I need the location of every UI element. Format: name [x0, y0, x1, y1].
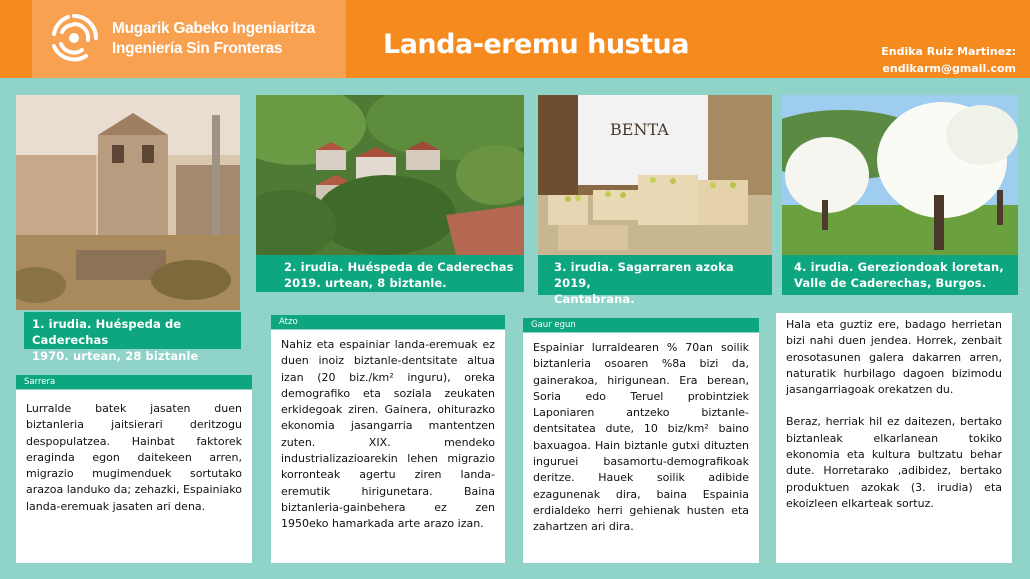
section-text-atzo	[271, 330, 505, 563]
caption-line: 3. irudia. Sagarraren azoka 2019,	[554, 260, 734, 290]
section-text-sarrera	[16, 390, 252, 563]
author-name: Endika Ruiz Martinez:	[881, 45, 1016, 58]
caption-figure-4	[782, 255, 1018, 295]
author-email: endikarm@gmail.com	[882, 62, 1016, 75]
paragraph: Espainiar lurraldearen % 70an soilik biztanleria osoaren %8a bizi da, gainerakoa, hirigunean. Era berean, Soria edo Teruel probintziek Laponiaren antzeko biztanle-dentsitatea dute, 10 biz/km² baino baxuagoa. Hain biztanle gutxi dituzten inguruei basamortu-demografikoak deritze. Hauek soilik adibide ezagunenak dira, baina Espainia erdialdeko herri gehienak husten eta zahartzen ari dira.	[533, 341, 749, 534]
caption-line: 2. irudia. Huéspeda de Caderechas	[284, 260, 514, 274]
header-bar	[0, 0, 1030, 78]
section-text-gaur-egun	[523, 333, 759, 563]
photo-cherry-blossoms	[782, 95, 1018, 255]
caption-line: 4. irudia. Gereziondoak loretan,	[794, 260, 1004, 274]
logo-text-spanish: Ingeniería Sin Fronteras	[112, 40, 283, 57]
paragraph: Beraz, herriak hil ez daitezen, bertako biztanleak elkarlanean tokiko ekonomia eta kultura bultzatu behar dute. Horretarako ,adibidez, bertako produktuen azokak (3. irudia) eta ekoizleen elkarteak sortuz.	[786, 415, 1002, 510]
caption-line: 2019. urtean, 8 biztanle.	[284, 276, 447, 290]
spiral-logo-icon	[46, 10, 102, 66]
organization-logo	[32, 0, 346, 78]
logo-text-basque: Mugarik Gabeko Ingeniaritza	[112, 20, 315, 37]
caption-line: Cantabrana.	[554, 292, 635, 306]
caption-figure-2	[256, 255, 524, 292]
section-label-gaur-egun: Gaur egun	[523, 318, 759, 332]
section-label-sarrera: Sarrera	[16, 375, 252, 389]
section-text-conclusion	[776, 313, 1012, 563]
caption-figure-1	[24, 312, 241, 363]
paragraph: Lurralde batek jasaten duen biztanleria jaitsierari deritzogu despopulatzea. Hainbat faktorek eraginda egon daitekeen arren, migrazio mugimenduek sortutako arazoa landuko da; zehazki, Espainiako landa-eremuak jasaten ari dena.	[26, 402, 242, 513]
author-info	[881, 43, 1016, 77]
caption-line: 1. irudia. Huéspeda de Caderechas	[32, 317, 182, 347]
paragraph: Hala eta guztiz ere, badago herrietan bizi nahi duen jendea. Horrek, zenbait erosotasunen galera dakarren arren, naturatik hurbilago dagoen bizimodu jasangarriagoak orekatzen du.	[786, 318, 1002, 397]
photo-apple-market	[538, 95, 772, 255]
caption-line: Valle de Caderechas, Burgos.	[794, 276, 987, 290]
caption-figure-3	[538, 255, 772, 306]
poster-title: Landa-eremu hustua	[383, 29, 689, 60]
caption-line: 1970. urtean, 28 biztanle	[32, 349, 199, 363]
photo-village-1970	[16, 95, 240, 310]
paragraph: Nahiz eta espainiar landa-eremuak ez duen inoiz biztanle-dentsitate altua izan (20 biz./km² inguru), oreka demografiko eta soziala zeukaten erkidegoak ziren. Gainera, ohiturazko ekonomia jasangarria mantentzen zuten. XIX. mendeko industrializazioarekin lehen migrazio korronteak agertu ziren landa-eremutik hirigunetara. Baina biztanleria-gainbehera ez zen 1950eko hamarkada arte arazo izan.	[281, 338, 495, 531]
photo-village-2019	[256, 95, 524, 255]
section-label-atzo: Atzo	[271, 315, 505, 329]
market-sign-text: BENTA	[610, 120, 669, 139]
